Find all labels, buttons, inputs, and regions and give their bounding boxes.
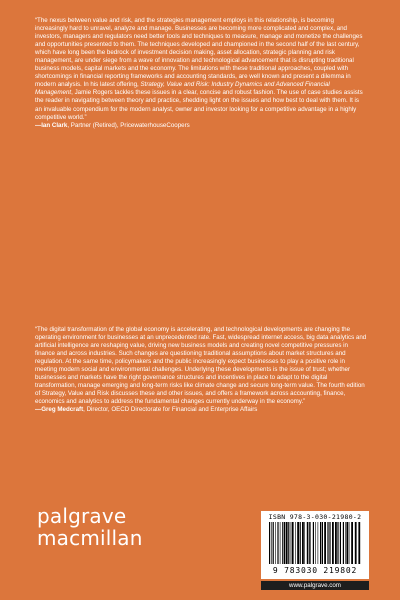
endorsement-quote-2	[35, 326, 367, 415]
quote-1-attribution	[35, 122, 367, 130]
barcode-icon	[269, 522, 361, 564]
attribution-name: —Greg Medcraft	[35, 406, 84, 414]
attribution-role: , Partner (Retired), PricewaterhouseCoopers	[67, 121, 190, 129]
book-title-italic: Strategy, Value and Risk: Industry Dynamics and Advanced Financial Management	[35, 81, 330, 97]
publisher-logo	[37, 505, 197, 549]
publisher-line-2: macmillan	[37, 526, 143, 550]
barcode-panel	[261, 511, 369, 579]
attribution-name: —Ian Clark	[35, 121, 68, 129]
isbn-label: ISBN 978-3-030-21980-2	[268, 513, 362, 521]
quote-1-text: “The nexus between value and risk, and the strategies management employs in this relationship, is becoming increasingly hard to unravel, analyze and manage. Businesses are becoming more complicated and complex, and investors, managers and regulators need better tools and techniques to measure, manage and monetize the challenges and opportunities presented to them. The techniques developed and championed in the second half of the last century, which have long been the bedrock of investment decision making, asset allocation, strategic planning and risk management, are under siege from a wave of innovation and technological advancement that is disrupting traditional business models, capital markets and the economy. The limitations with these traditional approaches, coupled with shortcomings in financial reporting frameworks and accounting standards, are well known and present a dilemma in modern analysis. In his latest offering, Strategy, Value and Risk: Industry Dynamics and Advanced Financial Management, Jamie Rogers tackles these issues in a clear, concise and robust fashion. The use of case studies assists the reader in navigating between theory and practice, shedding light on the issues and how best to deal with them. It is an invaluable compendium for the modern analyst, owner and investor looking for a competitive advantage in a highly competitive world.”	[35, 17, 363, 121]
attribution-role: , Director, OECD Directorate for Financial and Enterprise Affairs	[83, 406, 258, 414]
quote-2-text: “The digital transformation of the global economy is accelerating, and technological developments are changing the operating environment for businesses at an unprecedented rate. Fast, widespread internet access, big data analytics and artificial intelligence are reshaping value, driving new business models and creating novel competitive pressures in finance and across industries. Such changes are questioning traditional assumptions about market structures and regulation. At the same time, policymakers and the public increasingly expect businesses to play a positive role in meeting modern social and environmental challenges. Underlying these developments is the issue of trust; whether businesses and markets have the right governance structures and incentives in place to adapt to the digital transformation, manage emerging and long-term risks like climate change and secure long-term value. The fourth edition of Strategy, Value and Risk discusses these and other issues, and offers a framework across accounting, finance, economics and analytics to address the fundamental changes currently underway in the economy.”	[35, 326, 367, 406]
endorsement-quote-1	[35, 17, 367, 130]
publisher-line-1: palgrave	[37, 504, 127, 528]
publisher-url[interactable]: www.palgrave.com	[261, 581, 369, 590]
quote-2-attribution	[35, 406, 367, 414]
barcode-digits: 9 783030 219802	[272, 566, 358, 575]
